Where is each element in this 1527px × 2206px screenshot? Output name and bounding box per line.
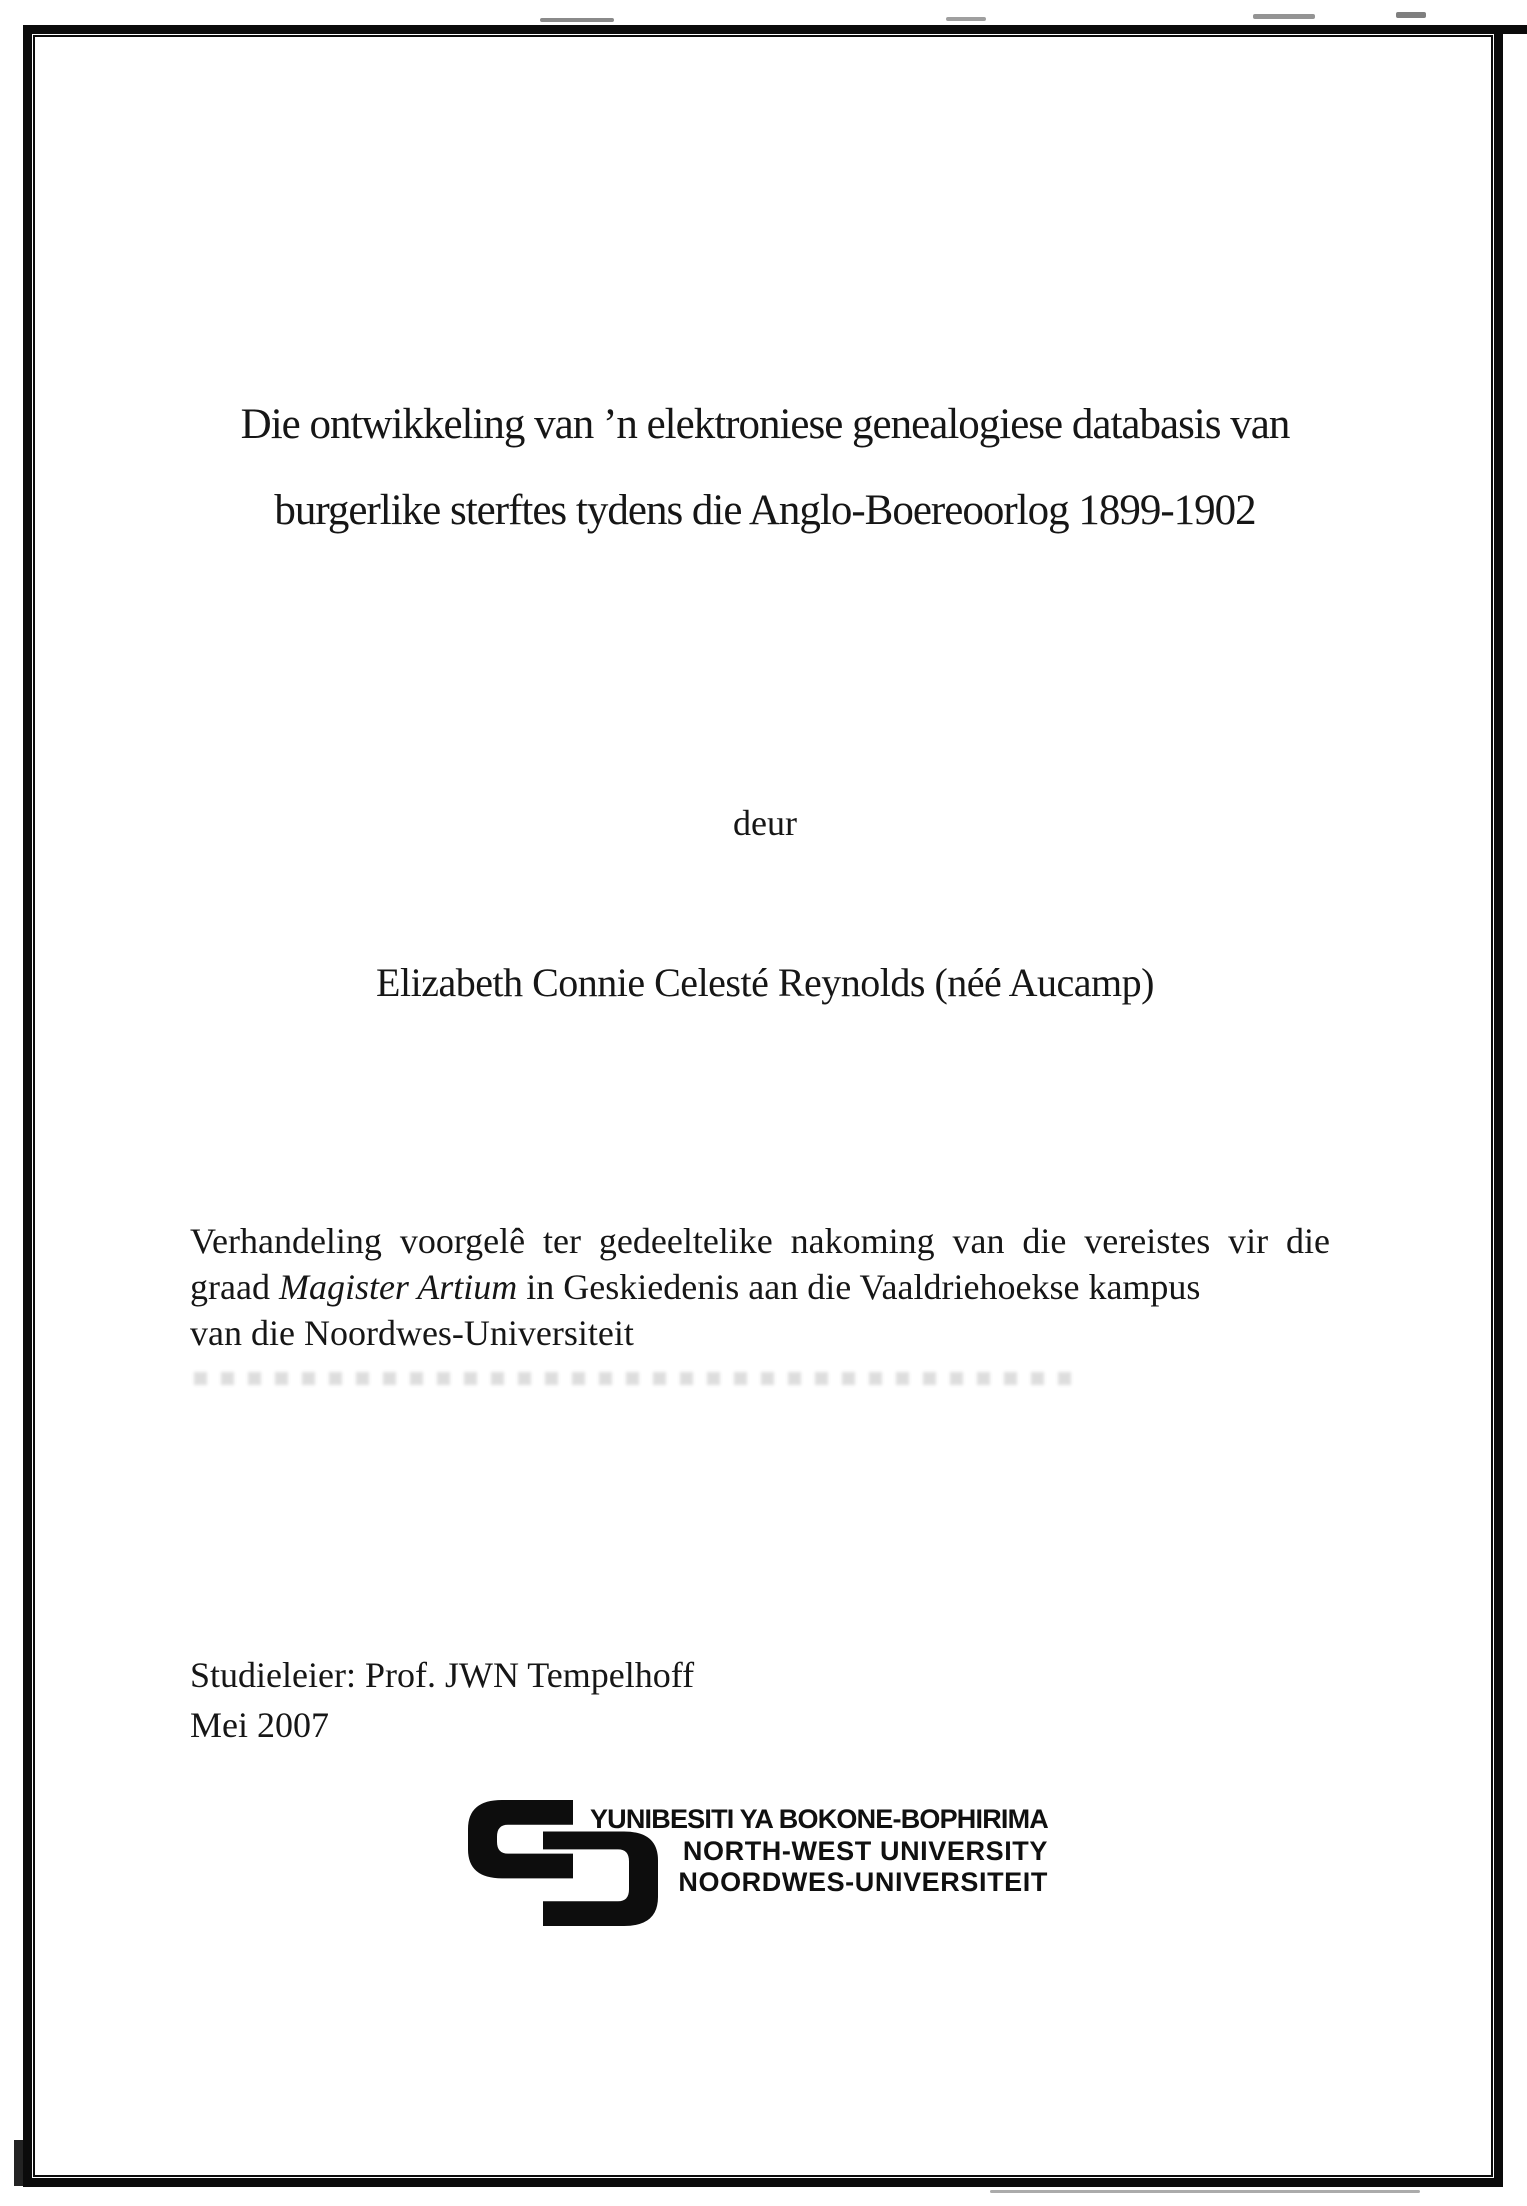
scan-artifact: [990, 2190, 1420, 2193]
scan-artifact: [14, 2140, 24, 2186]
thesis-title: [100, 382, 1430, 554]
scan-artifact: [1396, 12, 1426, 18]
thesis-statement-line3: van die Noordwes-Universiteit: [190, 1313, 634, 1353]
degree-name-italic: Magister Artium: [278, 1267, 518, 1307]
thesis-statement-line1: Verhandeling voorgelê ter gedeeltelike nakoming van die vereistes vir die: [190, 1221, 1330, 1261]
university-wordmark: [583, 1804, 1048, 1899]
thesis-title-line2: burgerlike sterftes tydens die Anglo-Boereoorlog 1899-1902: [274, 487, 1256, 534]
scan-bleedthrough-ghost: [194, 1372, 1074, 1385]
university-name-setswana: YUNIBESITI YA BOKONE-BOPHIRIMA: [589, 1804, 1048, 1834]
scan-artifact: [1253, 14, 1315, 19]
thesis-title-line1: Die ontwikkeling van ’n elektroniese genealogiese databasis van: [240, 401, 1290, 448]
author-name: Elizabeth Connie Celesté Reynolds (néé Aucamp): [376, 960, 1154, 1005]
university-name-afrikaans: NOORDWES-UNIVERSITEIT: [678, 1867, 1048, 1897]
byline-label: deur: [733, 803, 797, 843]
thesis-statement-line2: [190, 1264, 1330, 1310]
thesis-statement-line2-pre: graad: [190, 1267, 279, 1307]
scan-artifact: [946, 17, 986, 21]
thesis-statement-line2-post: in Geskiedenis aan die Vaaldriehoekse kampus: [517, 1267, 1201, 1307]
scan-artifact: [540, 18, 614, 22]
supervisor-block: [190, 1650, 1090, 1750]
thesis-statement: [190, 1218, 1330, 1356]
university-name-english: NORTH-WEST UNIVERSITY: [682, 1835, 1048, 1866]
scan-artifact: [1498, 25, 1527, 34]
date-line: Mei 2007: [190, 1705, 329, 1745]
supervisor-line: Studieleier: Prof. JWN Tempelhoff: [190, 1655, 695, 1695]
